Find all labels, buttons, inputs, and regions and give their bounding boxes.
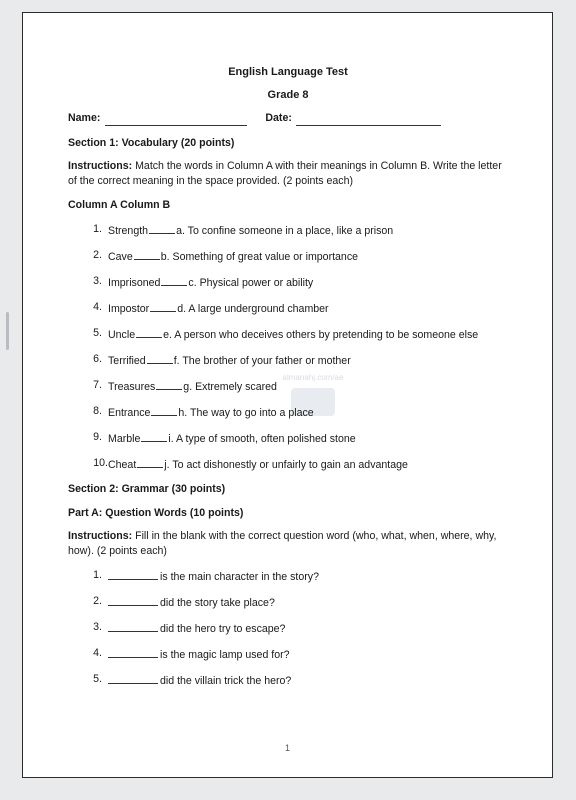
list-item — [68, 672, 508, 689]
vocab-meaning: b. Something of great value or importance — [160, 251, 359, 263]
answer-blank[interactable] — [151, 404, 177, 416]
answer-blank[interactable] — [108, 594, 158, 606]
section2-title: Section 2: Grammar (30 points) — [68, 483, 226, 495]
list-item — [68, 248, 508, 265]
item-number: 9. — [93, 431, 102, 443]
question-text: is the magic lamp used for? — [160, 649, 290, 661]
vocab-word: Uncle — [108, 329, 136, 341]
section2-instructions — [68, 529, 508, 559]
list-item — [68, 378, 508, 395]
list-item — [68, 274, 508, 291]
item-number: 2. — [93, 595, 102, 607]
section1-instructions-text: Match the words in Column A with their meanings in Column B. Write the letter of the correct meaning in the space provided. (2 points each) — [68, 160, 502, 187]
watermark-text: almanahj.com/ae — [282, 373, 344, 382]
item-number: 3. — [93, 621, 102, 633]
item-number: 1. — [93, 223, 102, 235]
list-item — [68, 568, 508, 585]
item-number: 5. — [93, 327, 102, 339]
list-item — [68, 404, 508, 421]
vocab-meaning: j. To act dishonestly or unfairly to gain an advantage — [164, 459, 408, 471]
vocab-meaning: f. The brother of your father or mother — [173, 355, 351, 367]
item-number: 4. — [93, 647, 102, 659]
list-item — [68, 222, 508, 239]
partA-title: Part A: Question Words (10 points) — [68, 507, 244, 519]
name-date-row — [68, 111, 508, 126]
question-text: is the main character in the story? — [160, 571, 319, 583]
vocab-meaning: h. The way to go into a place — [178, 407, 314, 419]
question-text: did the villain trick the hero? — [160, 675, 292, 687]
section1-instructions — [68, 159, 508, 189]
vocab-word: Terrified — [108, 355, 146, 367]
answer-blank[interactable] — [141, 430, 167, 442]
answer-blank[interactable] — [161, 274, 187, 286]
date-label: Date: — [265, 112, 292, 124]
page-number: 1 — [284, 743, 290, 753]
item-number: 4. — [93, 301, 102, 313]
list-item — [68, 326, 508, 343]
vocab-meaning: d. A large underground chamber — [177, 303, 329, 315]
vocab-word: Marble — [108, 433, 141, 445]
name-label: Name: — [68, 112, 101, 124]
answer-blank[interactable] — [156, 378, 182, 390]
test-content — [68, 65, 508, 689]
window-scrollbar[interactable] — [6, 312, 9, 350]
question-text: did the story take place? — [160, 597, 275, 609]
vocab-word: Entrance — [108, 407, 151, 419]
item-number: 10. — [93, 457, 108, 469]
vocab-meaning: a. To confine someone in a place, like a prison — [176, 225, 394, 237]
item-number: 2. — [93, 249, 102, 261]
question-text: did the hero try to escape? — [160, 623, 286, 635]
grade-label: Grade 8 — [267, 89, 309, 101]
answer-blank[interactable] — [147, 352, 173, 364]
list-item — [68, 430, 508, 447]
vocab-word: Imprisoned — [108, 277, 161, 289]
vocab-word: Treasures — [108, 381, 156, 393]
item-number: 3. — [93, 275, 102, 287]
vocab-word: Impostor — [108, 303, 150, 315]
vocab-word: Strength — [108, 225, 149, 237]
section1-instructions-label: Instructions: — [68, 160, 133, 172]
columns-heading: Column A Column B — [68, 199, 171, 211]
answer-blank[interactable] — [134, 248, 160, 260]
list-item — [68, 620, 508, 637]
answer-blank[interactable] — [108, 568, 158, 580]
vocab-meaning: c. Physical power or ability — [188, 277, 314, 289]
item-number: 5. — [93, 673, 102, 685]
test-title: English Language Test — [228, 66, 348, 78]
vocab-word: Cave — [108, 251, 133, 263]
section2-instructions-label: Instructions: — [68, 530, 133, 542]
list-item — [68, 646, 508, 663]
list-item — [68, 594, 508, 611]
vocab-meaning: i. A type of smooth, often polished stone — [168, 433, 356, 445]
section2-instructions-text: Fill in the blank with the correct question word (who, what, when, where, why, how). (2 points each) — [68, 530, 497, 557]
vocab-word: Cheat — [108, 459, 137, 471]
answer-blank[interactable] — [108, 646, 158, 658]
answer-blank[interactable] — [108, 620, 158, 632]
answer-blank[interactable] — [108, 672, 158, 684]
vocab-meaning: e. A person who deceives others by pretending to be someone else — [163, 329, 479, 341]
item-number: 7. — [93, 379, 102, 391]
item-number: 8. — [93, 405, 102, 417]
question-word-list — [68, 568, 508, 689]
vocabulary-list — [68, 222, 508, 473]
list-item — [68, 352, 508, 369]
date-blank[interactable] — [296, 114, 441, 126]
answer-blank[interactable] — [137, 456, 163, 468]
answer-blank[interactable] — [150, 300, 176, 312]
answer-blank[interactable] — [149, 222, 175, 234]
name-blank[interactable] — [105, 114, 247, 126]
list-item — [68, 300, 508, 317]
list-item — [68, 456, 508, 473]
item-number: 1. — [93, 569, 102, 581]
section1-title: Section 1: Vocabulary (20 points) — [68, 137, 235, 149]
vocab-meaning: g. Extremely scared — [183, 381, 277, 393]
answer-blank[interactable] — [136, 326, 162, 338]
item-number: 6. — [93, 353, 102, 365]
document-page — [22, 12, 553, 778]
